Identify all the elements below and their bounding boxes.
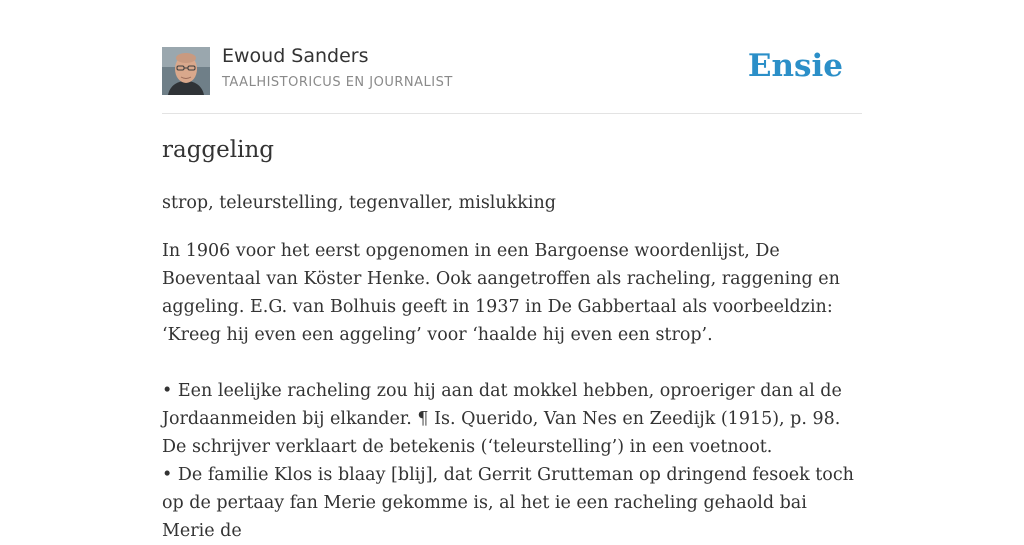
author-role: TAALHISTORICUS EN JOURNALIST [222, 75, 453, 90]
author-name[interactable]: Ewoud Sanders [222, 45, 369, 67]
entry-quote: • Een leelijke racheling zou hij aan dat mokkel hebben, oproeriger dan al de Jordaanmeiden bij elkander. ¶ Is. Querido, Van Nes en Zeedijk (1915), p. 98. De schrijver verklaart de betekenis (‘teleurstelling’) in een voetnoot. [162, 381, 842, 457]
brand-logo[interactable]: Ensie [747, 48, 843, 84]
entry-quote: • De familie Klos is blaay [blij], dat Gerrit Grutteman op dringend fesoek toch op de pertaay fan Merie gekomme is, al het ie een racheling gehaold bai Merie de [162, 465, 854, 541]
entry-summary: strop, teleurstelling, tegenvaller, mislukking [162, 193, 556, 213]
avatar-portrait [162, 47, 210, 95]
entry-body [162, 237, 862, 545]
author-avatar[interactable] [162, 47, 210, 95]
entry-card [162, 0, 862, 541]
entry-paragraph: In 1906 voor het eerst opgenomen in een Bargoense woordenlijst, De Boeventaal van Köster Henke. Ook aangetroffen als racheling, raggening en aggeling. E.G. van Bolhuis geeft in 1937 in De Gabbertaal als voorbeeldzin: ‘Kreeg hij even een aggeling’ voor ‘haalde hij even een strop’. [162, 241, 840, 345]
entry-title: raggeling [162, 137, 275, 163]
paragraph-spacer [162, 349, 862, 377]
author-header [162, 0, 862, 114]
